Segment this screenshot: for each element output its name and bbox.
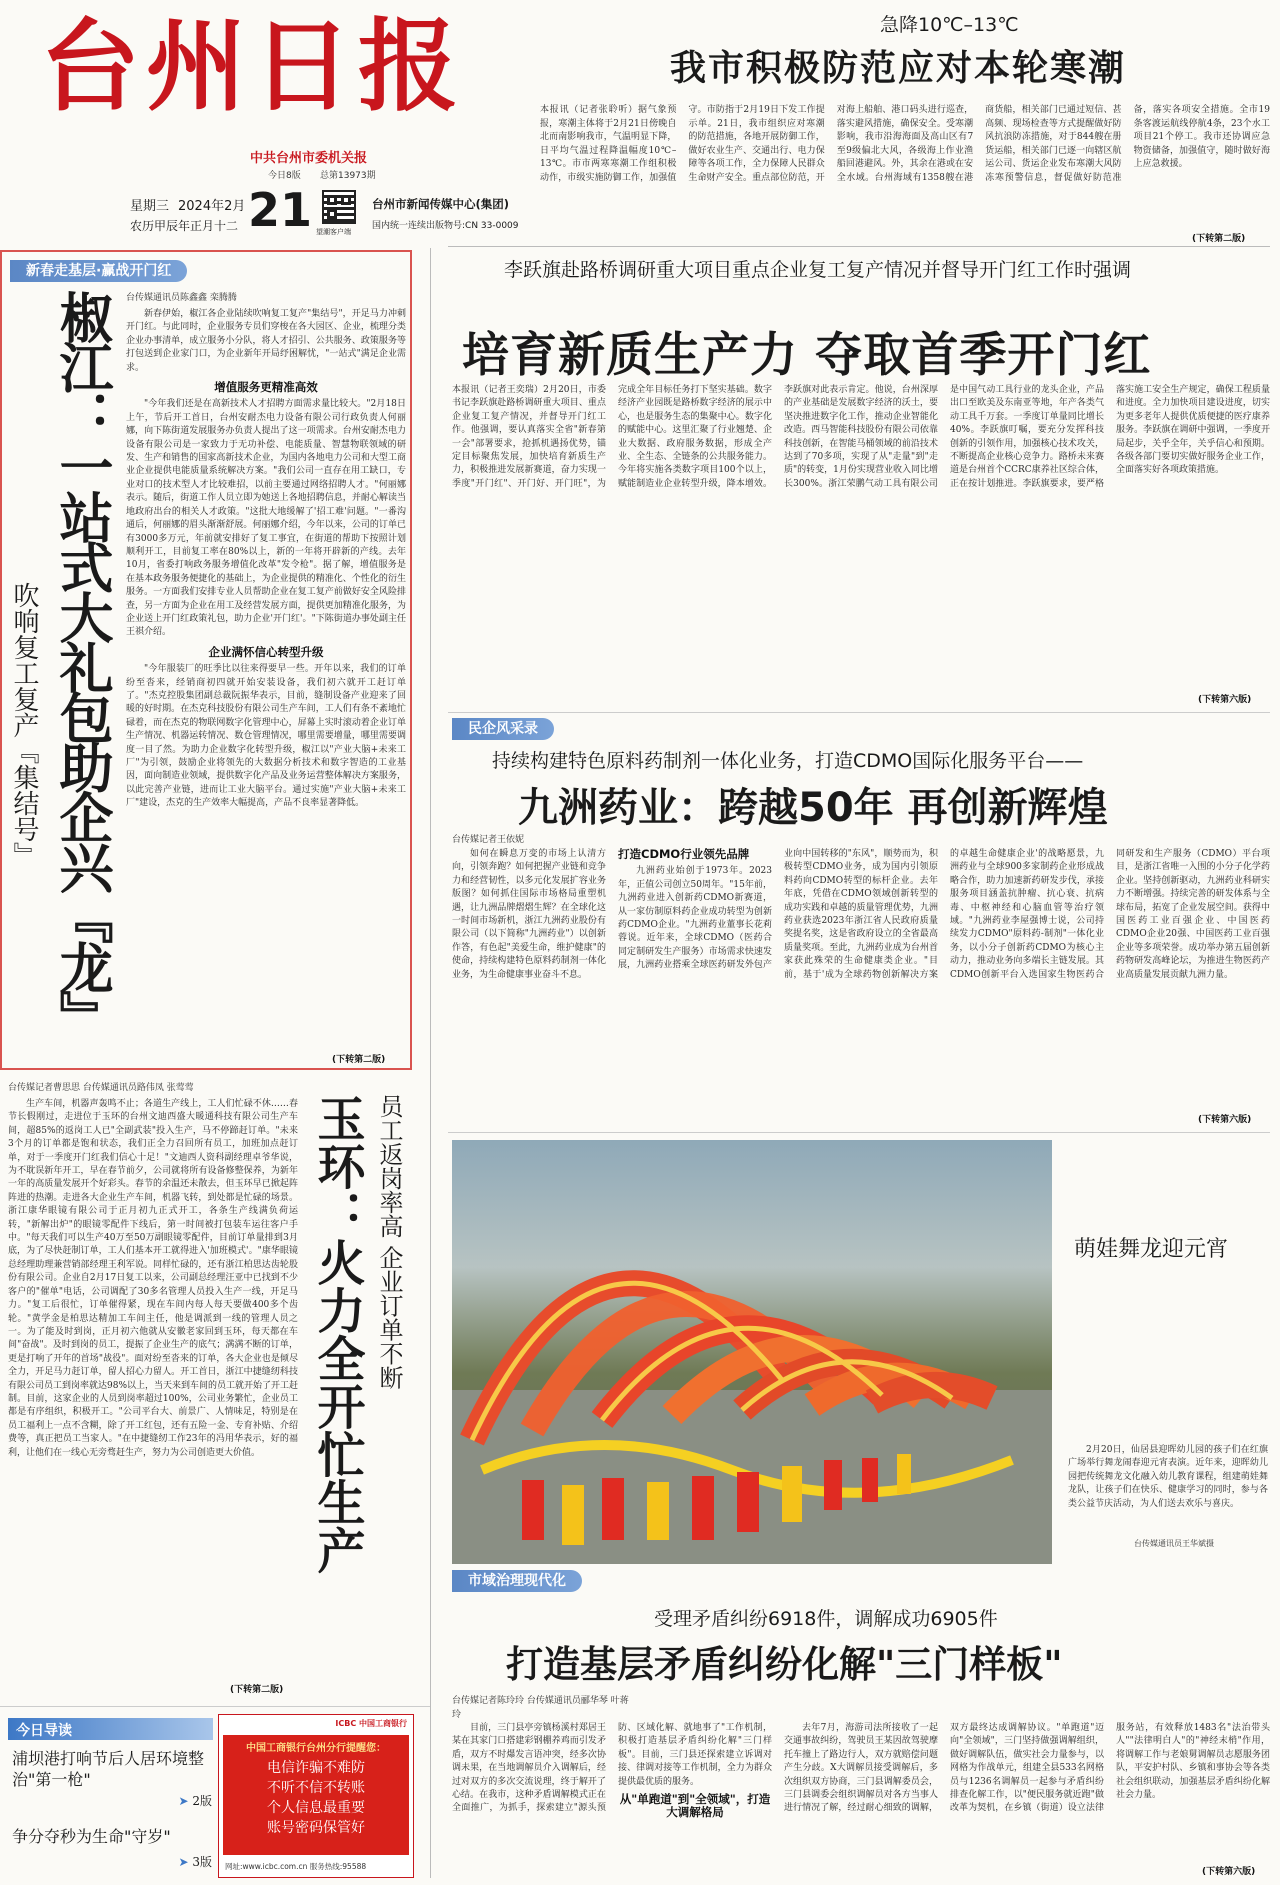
- jiaojiang-sub2: 企业满怀信心转型升级: [208, 644, 324, 659]
- qr-caption: 望潮客户端: [316, 228, 351, 236]
- divider: [430, 248, 431, 1878]
- li-yueqi-body: 本报讯（记者王奕瑞）2月20日，市委书记李跃旗赴路桥调研重大项目、重点企业复工复产情况，并督导开门红工作。他强调，要认真落实全省"新春第一会"部署要求，抢抓机遇扬优势，锚定目标聚焦发展，加快培育新质生产力，积极推进发展新赛道，奋力实现一季度"开门红"、开门好、开门旺"，为完成全年目标任务打下坚实基础。数字经济产业园既是路桥数字经济的展示中心，也是服务生态的集聚中心。数字化的赋能中心。这里汇聚了行业翘楚、企业大数据、政府服务数据，形成全产业、全生态、全链条的公共服务能力。今年将实施各类数字项目100个以上，赋能制造业企业转型升级，降本增效。李跃旗对此表示肯定。他说，台州深厚的产业基础是发展数字经济的沃土，要坚决推进数字化工作，推动企业智能化改造。西马智能科技股份有限公司依靠科技创新，在智能马桶领域的前沿技术达到了70多项，实现了从"走量"到"走质"的转变，1月份实现营业收入同比增长300%。浙江荣鹏气动工具有限公司是中国气动工具行业的龙头企业，产品出口至欧美及东南亚等地，年产各类气动工具千万套。一季度订单量同比增长40%。李跃旗叮嘱，要充分发挥科技创新的引领作用，加强核心技术攻关，不断提高企业核心竞争力。路桥未来赛道是台州首个CCRC康养社区综合体，正在按计划推进。李跃旗要求，要严格落实施工安全生产规定，确保工程质量和进度。全力加快项目建设进度，切实为更多老年人提供优质便捷的医疗康养服务。李跃旗在调研中强调，一季度开局起步，关乎全年，关乎信心和预期。各级各部门要切实做好服务企业工作，全面落实好各项政策措施。: [452, 385, 1270, 489]
- lunar-date: 农历甲辰年正月十二: [130, 219, 239, 233]
- jiuzhou-sub1: 打造CDMO行业领先品牌: [618, 848, 750, 861]
- cold-wave-jump: (下转第二版): [1192, 234, 1246, 244]
- dragon-dance-photo: [452, 1140, 1052, 1564]
- jiuzhou-article: [448, 718, 1270, 1128]
- sanmen-body: [452, 1722, 1270, 1870]
- divider: [448, 1132, 1270, 1133]
- icbc-line-4: 账号密码保管好: [267, 1820, 365, 1836]
- jiaojiang-lead: 新春伊始，椒江各企业陆续吹响复工复产"集结号"，开足马力冲刺开门红。与此同时，企业服务专员们穿梭在各大园区、企业，梳理分类企业办事清单，成立服务小分队，将人才招引、公共服务、政策服务等打包送到企业家门口，为企业新年开局纾困解忧，"一站式"满足企业需求。: [126, 309, 406, 373]
- divider: [448, 712, 1270, 713]
- cold-wave-kicker: 急降10℃–13℃: [880, 14, 1019, 36]
- jiuzhou-tag-wrap: [452, 718, 554, 740]
- li-yueqi-article: [448, 256, 1270, 708]
- sanmen-sub1: 从"单跑道"到"全领域"，打造大调解格局: [619, 1792, 771, 1820]
- yuhuan-byline: 台传媒记者曹思思 台传媒通讯员路伟凤 张莺莺: [8, 1083, 194, 1093]
- icbc-lines: [223, 1758, 409, 1838]
- guide-item-1-title: 浦坝港打响节后人居环境整治"第一枪": [12, 1749, 205, 1789]
- masthead-title: 台州日报: [40, 7, 464, 125]
- li-yueqi-headline: 培育新质生产力 夺取首季开门红: [462, 328, 1152, 383]
- section-tag: 市域治理现代化: [452, 1570, 582, 1592]
- cn-number: 国内统一连续出版物号:CN 33-0009: [372, 221, 519, 231]
- yuhuan-jump: (下转第二版): [230, 1685, 284, 1695]
- guide-item-1[interactable]: [12, 1748, 212, 1809]
- jiuzhou-headline: 九洲药业：跨越50年 再创新辉煌: [518, 785, 1108, 831]
- cold-wave-headline: 我市积极防范应对本轮寒潮: [670, 48, 1127, 89]
- guide-title: 今日导读: [16, 1723, 72, 1739]
- photo-block: [452, 1140, 1270, 1564]
- divider: [0, 1706, 430, 1707]
- jiuzhou-kicker: 持续构建特色原料药制剂一体化业务，打造CDMO国际化服务平台——: [492, 750, 1084, 772]
- icbc-logo: ICBC 中国工商银行: [335, 1719, 407, 1728]
- arrow-right-icon: ➤: [178, 1794, 193, 1808]
- guide-item-1-page-wrap: [12, 1792, 212, 1809]
- issue-number: 总第13973期: [320, 171, 376, 181]
- icbc-footer: 网址:www.icbc.com.cn 服务热线:95588: [225, 1862, 367, 1871]
- guide-item-2-page-wrap: [12, 1853, 212, 1870]
- photo-credit: 台传媒通讯员王华斌摄: [1134, 1539, 1214, 1548]
- yuhuan-article: [0, 1080, 412, 1698]
- guide-item-2-page: 3版: [192, 1855, 212, 1869]
- cold-wave-body: 本报讯（记者张聆听）据气象预报，寒潮主体将于2月21日傍晚自北而南影响我市，气温明显下降，日平均气温过程降温幅度10℃–13℃。市市两寒寒潮工作组积极动作，市级实施防御工作，加强值守。市防指于2月19日下发工作提示单。21日，我市组织应对寒潮的防范措施，各地开展防御工作，做好农业生产、交通出行、电力保障等各项工作，全力保障人民群众生命财产安全。重点部位防范，开对海上船舶、港口码头进行巡查，落实避风措施，确保安全。受寒潮影响，我市沿海海面及高山区有7至9级偏北大风，各级海上作业渔船回港避风。外，其余在港或在安全水域。台州海域有1358艘在港商货船，相关部门已通过短信、甚高频、现场检查等方式提醒做好防风抗浪防冻措施，对于844艘在册货运船，相关部门已逐一向辖区航运公司、货运企业发布寒潮大风防冻寒预警信息，督促做好防范准备，落实各项安全措施。全市19条客渡运航线停航4条，23个水工项目21个停工。我市还协调应急物资储备，加强值守，随时做好海上应急救援。: [540, 105, 1270, 183]
- guide-item-2[interactable]: [12, 1826, 212, 1870]
- arrow-right-icon: ➤: [178, 1855, 193, 1869]
- day-number: 21: [248, 183, 313, 237]
- jiaojiang-body: [126, 308, 406, 1050]
- sanmen-tag-wrap: [452, 1570, 582, 1592]
- jiuzhou-p1: 如何在瞬息万变的市场上认清方向，引领奔跑？如何把握产业链和竞争力和经营韧性，以多元化发展扩容业务版图？如何抓住国际市场格局重塑机遇，让九洲品牌熠熠生辉？在全球化这一时间市场新机，浙江九洲药业股份有限公司（以下简称"九洲药业"）以创新作答，有色起"美爱生命，维护健康"的使命，持续构建特色原料药制剂一体化业务，为生命健康事业奋斗不息。: [452, 849, 606, 980]
- year-month: 2024年2月: [178, 199, 246, 214]
- divider: [448, 246, 1270, 247]
- jiaojiang-article: [0, 250, 412, 1070]
- sanmen-headline: 打造基层矛盾纠纷化解"三门样板": [506, 1643, 1063, 1686]
- icbc-ad: [218, 1714, 414, 1878]
- jiaojiang-byline: 台传媒通讯员陈鑫鑫 栾腾腾: [126, 293, 237, 303]
- jiuzhou-p2: 九洲药业始创于1973年。2023年，正值公司创立50周年。"15年前，九洲药业进入创新药CDMO新赛道，从一家仿制原料药企业成功转型为创新药CDMO企业。"九洲药业董事长花莉蓉说。近年来，全球CDMO（医药合同定制研发生产服务）市场需求快速发展，九洲药业搭乘全球医药研发外包产业向中国转移的"东风"，顺势而为，积极转型CDMO业务，成为国内引领原料药向CDMO转型的标杆企业。去年年底，凭借在CDMO领域创新转型的成功实践和卓越的质量管理优势，九洲药业获选2023年浙江省人民政府质量奖提名奖，这是省政府设立的全省最高质量奖项。至此，九洲药业成为台州首家获此殊荣的生命健康类企业。"目前，基于'成为全球药物创新解决方案的卓越生命健康企业'的战略愿景，九洲药业与全球900多家制药企业形成战略合作，助力加速新药研发步伐，承接服务项目涵盖抗肿瘤、抗心衰、抗病毒、中枢神经和心脑血管等治疗领域。"九洲药业李屋强博士说，公司持续发力CDMO"原料药-制剂"一体化业务，以小分子创新药CDMO为核心主动力，推动业务向多端长主链发展。其CDMO创新平台入选国家生物医药合同研发和生产服务（CDMO）平台项目，是浙江省唯一入围的小分子化学药企业。坚持创新驱动，九洲药业科研实力不断增强。持续完善的研发体系与全球布局，拓宽了企业发展空间。获得中国医药工业百强企业、中国医药CDMO企业20强、中国医药工业百强企业等多项荣誉。成功举办第五届创新药物研发高峰论坛，为推进生物医药产业高质量发展贡献九洲力量。: [618, 849, 1270, 980]
- jiaojiang-p2: "今年服装厂的旺季比以往来得要早一些。开年以来，我们的订单纷至沓来，经销商初四就开始安装设备，我们初六就开工赶订单了。"杰克控股集团副总裁阮振华表示，目前，缝制设备产业迎来了回暖的好时期。在杰克科技股份有限公司生产车间，工人们有条不紊地忙碌着，而在杰克的物联网数字化管理中心，屏幕上实时滚动着企业订单生产情况、机器运转情况、数仓管理情况，哪里需要增量，哪里需要调度一目了然。为助力企业数字化转型升级，椒江以"产业大脑+未来工厂"为引领，鼓励企业将领先的大数据分析技术和数字智造的工业基因，面向制造业领域，提供数字化产品及业务运营整体解决方案服务，以此完善产业链，进而让工业大脑平台。通过实施"产业大脑+未来工厂"建设，杰克的生产效率大幅提高，产品不良率显著降低。: [126, 664, 406, 809]
- guide-title-bar: [8, 1718, 213, 1740]
- sanmen-p2: 去年7月，海游司法所接收了一起交通事故纠纷，驾驶员王某因故驾驶摩托车撞上了路边行人，双方就赔偿问题产生分歧。X大调解员接受调解后，多次组织双方协商，三门县调解委员会，三门县调委会组织调解员对各方当事人进行情况了解，经过耐心细致的调解，双方最终达成调解协议。"单跑道"迈向"全领域"，三门坚持做强调解组织，做好调解队伍，做实社会力量参与，以网格为作战单元，组建全县533名网格员与1236名调解员一起参与矛盾纠纷排查化解工作，以"便民服务就近跑"做改革为契机，在乡镇（街道）设立法律服务站，有效释放1483名"法治带头人""法律明白人"的"神经末梢"作用，将调解工作与老娘舅调解员志愿服务团队，平安护村队、乡镇和事协会等各类社会组织联动，加强基层矛盾纠纷化解社会力量。: [784, 1723, 1270, 1814]
- li-yueqi-kicker: 李跃旗赴路桥调研重大项目重点企业复工复产情况并督导开门红工作时强调: [504, 259, 1132, 281]
- jiaojiang-p1: "今年我们还是在高新技术人才招聘方面需求量比较大。"2月18日上午，节后开工首日，台州安耐杰电力设备有限公司行政负责人何丽娜，向下陈街道发展服务办负责人提出了这一项需求。台州安耐杰电力设备有限公司是一家致力于无功补偿、电能质量、智慧物联领域的研发、生产和销售的国家高新技术企业，为国内各地电力公司和大型工商业企业提供电能质量系统解决方案。"我们公司一直存在用工缺口，专业对口的技术型人才比较难招，以前主要通过网络招聘人才。"何丽娜表示。随后，街道工作人员立即为她送上各地招聘信息，并耐心解读当地政府出台的相关人才政策。"这批大地缓解了'招工难'问题。"一番沟通后，何丽娜的眉头渐渐舒展。何丽娜介绍，今年以来，公司的订单已有3000多万元，年前就安排好了复工事宜，在街道的帮助下按照计划顺利开工，目前复工率在80%以上，新的一年将开辟新的产线。去年10月，省委打响政务服务增值化改革"发令枪"。据了解，增值服务是在基本政务服务便捷化的基础上，为企业提供的精准化、个性化的衍生服务。一方面我们安排专业人员帮助企业在复工复产前做好安全风险排查，另一方面为企业在用工及经营发展方面，提供更加精准化服务，为企业送上开门红政策礼包，助力企业'开门红'。"下陈街道办事处副主任王祺介绍。: [126, 399, 406, 638]
- guide-item-1-page: 2版: [192, 1794, 212, 1808]
- yuhuan-subhead: 员工返岗率高 企业订单不断: [375, 1094, 403, 1390]
- jiuzhou-jump: (下转第六版): [1198, 1115, 1252, 1125]
- sanmen-kicker: 受理矛盾纠纷6918件，调解成功6905件: [654, 1608, 998, 1630]
- jiaojiang-subhead: 吹响复工复产『集结号』: [9, 582, 39, 868]
- photo-caption-title: 萌娃舞龙迎元宵: [1074, 1237, 1229, 1262]
- jiaojiang-tag-wrap: [10, 260, 187, 282]
- qr-code-icon: [322, 190, 356, 224]
- icbc-line-1: 电信诈骗不难防: [267, 1760, 365, 1776]
- icbc-line-2: 不听不信不转账: [267, 1780, 365, 1796]
- sanmen-p1: 目前，三门县亭旁镇杨溪村郑居王某在其家门口搭建彩钢棚养鸡而引发矛盾，双方不时爆发言语冲突，经多次协调未果，在当地调解员介入调解后，经过对双方的多次交流说理，终于解开了心结。在我市，这种矛盾调解模式正在全面推广，为抓手，探索建立"源头预防、区域化解、就地事了"工作机制，积极打造基层矛盾纠纷化解"三门样板"。目前，三门县还探索建立诉调对接、律调对接等工作机制，全力为群众提供最优质的服务。: [452, 1723, 772, 1814]
- jiuzhou-body: [452, 848, 1270, 1120]
- yuhuan-body: 生产车间，机器声轰鸣不止；各道生产线上，工人们忙碌不休……春节长假刚过，走进位于玉环的台州文迪西盛大暖通科技有限公司生产车间，超85%的返岗工人已"全副武装"投入生产，马不停蹄赶订单。"未来3个月的订单都是饱和状态，我们正全力召回所有员工，加班加点赶订单，对于一季度开门红我们信心十足！"文迪西人资科副经理卓爷华说，为不耽误新年开工，早在春节前夕，公司就将所有设备修整保养，为新年一年的高质量发展开个好彩头。春节的余温还未散去，但玉环早已掀起阵阵进的热潮。走进各大企业生产车间，机器飞转，到处都是忙碌的场景。浙江康华眼镜有限公司于正月初九正式开工，各条生产线满负荷运转，"新解出炉"的眼镜零配件下线后，第一时间被打包装车运往客户手中。"每天我们可以生产40万至50万副眼镜零配件，目前订单量排到3月底，为了尽快赶制订单，工人们基本开工就得进入'加班模式'。"康华眼镜总经理助理兼营销部经理王利军说。同样忙碌的，还有浙江柏思达齿轮股份有限公司。企业自2月17日复工以来，公司副总经理汪亚中已找到不少客户的"催单"电话，公司调配了30多名管理人员投入生产一线，开足马力。"复工后很忙，订单催得紧，现在车间内每人每天要做400多个齿轮。"黄学金是柏思达精加工车间主任，他是调派到一线的管理人员之一。为了能及时到岗，正月初六他就从安徽老家回到玉环，每天都在车间"奋战"。及时到岗的员工，提振了企业生产的底气；满满不断的订单，更是打响了开年的首场"战役"。面对纷至沓来的订单，各大企业也是倾尽全力，开足马力赶订单，留人招心力留人。开工首日，浙江中捷缝纫科技有限公司员工到岗率就达98%以上，当天来到车间的员工就开始了开工赶制。目前，这家企业的人员到岗率超过100%，公司业务繁忙，企业员工都是有序组织，积极开工。"公司平台大、前景广、人情味足，特别是在员工福利上一点不含糊，除了开工红包，还有五险一金、专育补贴、介绍费等，真正把员工当家人。"在中捷缝纫工作23年的冯用华表示，好的福利，让他们在一线心无旁骛赶生产，努力为公司创造更大价值。: [8, 1099, 298, 1458]
- jiaojiang-sub1: 增值服务更精准高效: [214, 380, 318, 395]
- section-tag: 民企风采录: [452, 718, 554, 740]
- sanmen-byline: 台传媒记者陈玲玲 台传媒通讯员郦华琴 叶蒋玲: [452, 1696, 629, 1720]
- photo-illustration: [452, 1140, 1052, 1564]
- photo-caption: 2月20日，仙居县迎晖幼儿园的孩子们在红旗广场举行舞龙闹春迎元宵表演。近年来，迎晖幼儿园把传统舞龙文化融入幼儿教育课程，组建萌娃舞龙队，让孩子们在快乐、健康学习的同时，参与各类公益节庆活动，为人们送去欢乐与喜庆。: [1068, 1445, 1268, 1509]
- today-guide: [8, 1718, 213, 1878]
- jiaojiang-headline: 椒江：一站式大礼包助企兴『龙』: [51, 290, 114, 1040]
- cold-wave-article: [540, 6, 1270, 242]
- jiuzhou-byline: 台传媒记者王依妮: [452, 835, 525, 845]
- pages-count: 今日8版: [268, 171, 301, 181]
- masthead: [0, 0, 520, 240]
- publisher-org: 台州市新闻传媒中心(集团): [372, 197, 510, 211]
- guide-item-2-title: 争分夺秒为生命"守岁": [12, 1827, 171, 1846]
- icbc-line-3: 个人信息最重要: [267, 1800, 365, 1816]
- publisher: 中共台州市委机关报: [250, 151, 368, 166]
- icbc-panel: [223, 1735, 409, 1855]
- sanmen-article: [452, 1570, 1270, 1878]
- jiaojiang-jump: (下转第二版): [332, 1055, 386, 1065]
- sanmen-jump: (下转第六版): [1202, 1867, 1256, 1877]
- li-yueqi-jump: (下转第六版): [1198, 695, 1252, 705]
- weekday: 星期三: [130, 199, 170, 214]
- section-tag: 新春走基层·赢战开门红: [10, 260, 187, 282]
- yuhuan-headline: 玉环：火力全开忙生产: [309, 1094, 365, 1574]
- icbc-title: 中国工商银行台州分行提醒您：: [246, 1743, 386, 1754]
